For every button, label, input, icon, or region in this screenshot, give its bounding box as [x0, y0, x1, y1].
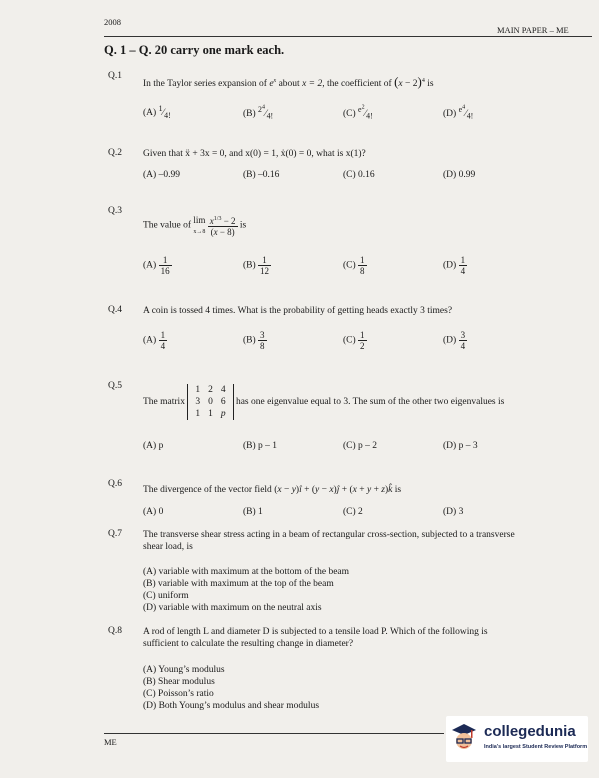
q7-number: Q.7 — [108, 529, 122, 539]
q3-option-b: (B) $\frac{1}{12}$ — [243, 255, 270, 276]
q5-option-c: (C) p – 2 — [343, 441, 378, 451]
footer-rule — [104, 733, 444, 734]
q7-option-c: (C) uniform — [143, 591, 189, 601]
footer-label: ME — [104, 737, 117, 747]
q2-option-d: (D) 0.99 — [443, 170, 476, 180]
q4-option-b: (B) $\frac{3}{8}$ — [243, 330, 265, 351]
q1-option-d: (D) $^{e^4}⁄_{4!}$ — [443, 104, 474, 121]
q6-text-b: is — [394, 485, 402, 495]
q1-text-b: about — [278, 79, 300, 90]
q3-text-a: The value of — [143, 220, 192, 231]
q3-option-a: (A) $\frac{1}{16}$ — [143, 255, 170, 276]
q8-option-c: (C) Poisson’s ratio — [143, 689, 214, 699]
q8-option-b: (B) Shear modulus — [143, 677, 215, 687]
q6-option-c: (C) 2 — [343, 507, 363, 517]
q3-text-b: is — [239, 220, 247, 231]
q7-option-b: (B) variable with maximum at the top of the beam — [143, 579, 334, 589]
collegedunia-logo — [446, 716, 588, 762]
section-title: Q. 1 – Q. 20 carry one mark each. — [104, 43, 285, 57]
q5-matrix: 1 2 4 3 0 6 1 1 p — [187, 384, 233, 420]
header-rule — [104, 36, 592, 37]
q6-option-d: (D) 3 — [443, 507, 464, 517]
q6-text-a: The divergence of the vector field — [143, 485, 272, 495]
q1-number: Q.1 — [108, 71, 122, 81]
q1-option-c: (C) $^{e^2}⁄_{4!}$ — [343, 104, 373, 121]
q7-option-a: (A) variable with maximum at the bottom of the beam — [143, 567, 350, 577]
q8-number: Q.8 — [108, 626, 122, 636]
q6-option-a: (A) 0 — [143, 507, 164, 517]
q1-option-b: (B) $^{2^4}⁄_{4!}$ — [243, 104, 274, 121]
q6-text: The divergence of the vector field (x − y)î + (y − x)ĵ + (x + y + z)k̂ is — [143, 485, 402, 495]
q2-number: Q.2 — [108, 148, 122, 158]
q5-text-a: The matrix — [143, 397, 185, 408]
q5-text-b: has one eigenvalue equal to 3. The sum of the other two eigenvalues is — [235, 397, 505, 408]
q3-number: Q.3 — [108, 206, 122, 216]
q4-text: A coin is tossed 4 times. What is the probability of getting heads exactly 3 times? — [143, 306, 453, 316]
header-paper: MAIN PAPER – ME — [497, 25, 569, 35]
q5-option-a: (A) p — [143, 441, 164, 451]
q2-option-b: (B) –0.16 — [243, 170, 280, 180]
q7-line2: shear load, is — [143, 542, 193, 552]
q8-option-a: (A) Young’s modulus — [143, 665, 225, 675]
q3-option-d: (D) $\frac{1}{4}$ — [443, 255, 466, 276]
q3-option-c: (C) $\frac{1}{8}$ — [343, 255, 365, 276]
q1-text: In the Taylor series expansion of $e^x$ about x = 2, the coefficient of $(x - 2)^4$ is — [143, 74, 434, 90]
q4-option-a: (A) $\frac{1}{4}$ — [143, 330, 166, 351]
q1-text-d: , the coefficient of — [322, 79, 392, 90]
q5-number: Q.5 — [108, 381, 122, 391]
q1-option-a: (A) $^1⁄_{4!}$ — [143, 104, 171, 121]
q6-option-b: (B) 1 — [243, 507, 263, 517]
q1-text-a: In the Taylor series expansion of — [143, 79, 267, 90]
q2-option-c: (C) 0.16 — [343, 170, 375, 180]
q3-text: The value of lim x→8 $\frac{x^{1/3} - 2}{(x - 8)}$ is — [143, 214, 247, 237]
q8-option-d: (D) Both Young’s modulus and shear modulus — [143, 701, 320, 711]
q7-option-d: (D) variable with maximum on the neutral axis — [143, 603, 322, 613]
student-face-icon — [450, 722, 478, 754]
q8-line1: A rod of length L and diameter D is subjected to a tensile load P. Which of the following is — [143, 627, 488, 637]
q5-option-d: (D) p – 3 — [443, 441, 478, 451]
q5-option-b: (B) p – 1 — [243, 441, 278, 451]
q4-number: Q.4 — [108, 305, 122, 315]
q2-text: Given that ẍ + 3x = 0, and x(0) = 1, ẋ(0) = 0, what is x(1)? — [143, 149, 366, 159]
header-year: 2008 — [104, 17, 121, 27]
logo-tagline: India's largest Student Review Platform — [484, 744, 588, 750]
q7-line1: The transverse shear stress acting in a beam of rectangular cross-section, subjected to a transverse — [143, 530, 515, 540]
q2-option-a: (A) –0.99 — [143, 170, 180, 180]
q8-line2: sufficient to calculate the resulting change in diameter? — [143, 639, 354, 649]
q5-text — [143, 384, 504, 420]
q1-text-e: is — [427, 79, 434, 90]
logo-name: collegedunia — [484, 723, 576, 740]
q4-option-c: (C) $\frac{1}{2}$ — [343, 330, 365, 351]
q6-number: Q.6 — [108, 479, 122, 489]
q1-text-c: x = 2 — [302, 79, 323, 90]
q4-option-d: (D) $\frac{3}{4}$ — [443, 330, 466, 351]
